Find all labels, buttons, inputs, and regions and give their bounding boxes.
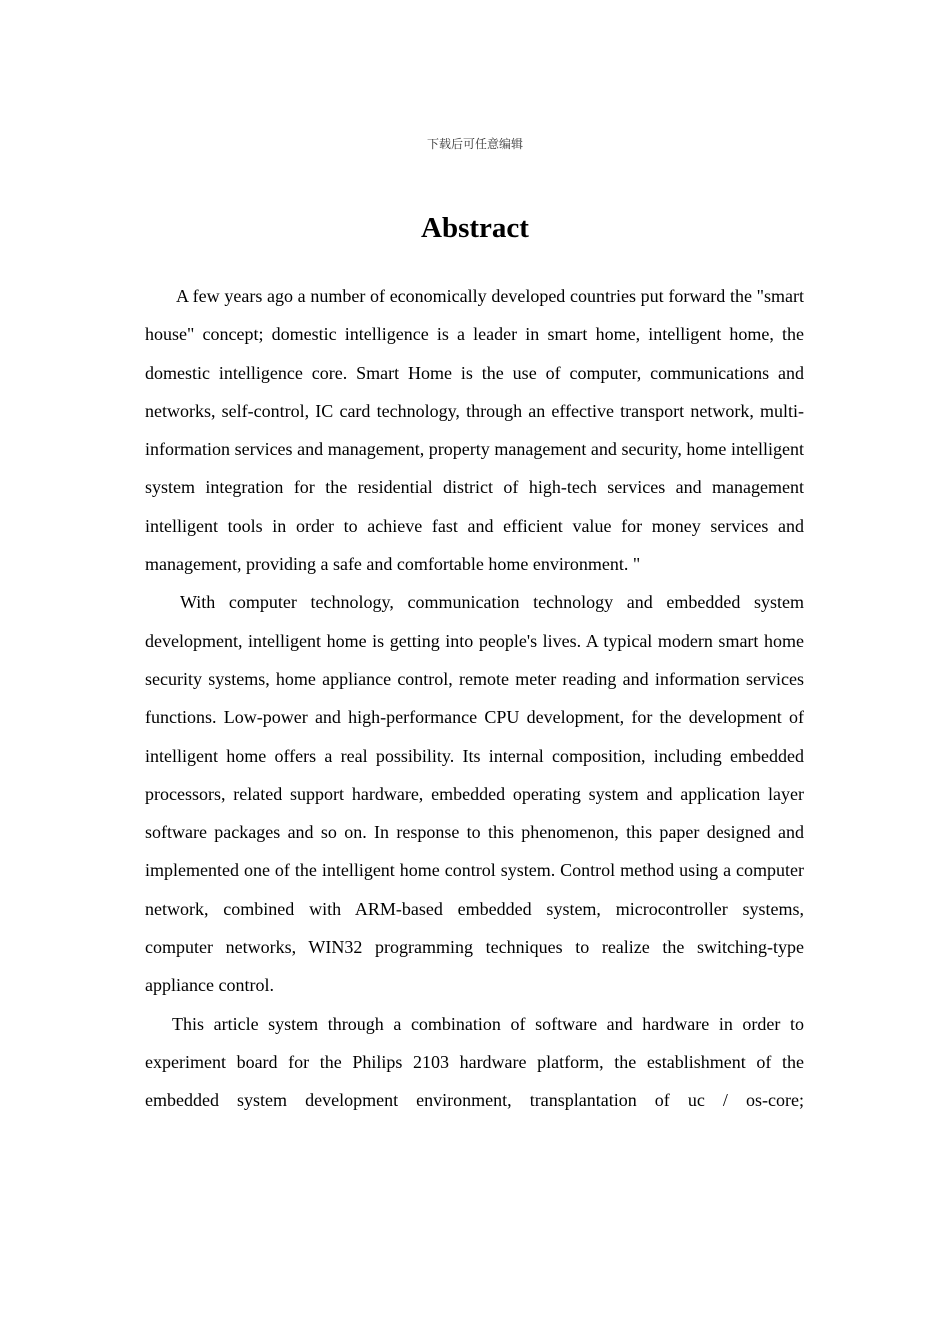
header-note: 下载后可任意编辑 — [426, 137, 523, 151]
abstract-body — [145, 277, 804, 1120]
abstract-paragraph-1: A few years ago a number of economically developed countries put forward the "smart house" concept; domestic intelligence is a leader in smart home, intelligent home, the domestic intelligence core. Smart Home is the use of computer, communications and networks, self-control, IC card technology, through an effective transport network, multi-information services and management, property management and security, home intelligent system integration for the residential district of high-tech services and management intelligent tools in order to achieve fast and efficient value for money services and management, providing a safe and comfortable home environment. " — [145, 286, 804, 575]
abstract-paragraph-2: With computer technology, communication technology and embedded system development, intelligent home is getting into people's lives. A typical modern smart home security systems, home appliance control, remote meter reading and information services functions. Low-power and high-performance CPU development, for the development of intelligent home offers a real possibility. Its internal composition, including embedded processors, related support hardware, embedded operating system and application layer software packages and so on. In response to this phenomenon, this paper designed and implemented one of the intelligent home control system. Control method using a computer network, combined with ARM-based embedded system, microcontroller systems, computer networks, WIN32 programming techniques to realize the switching-type appliance control. — [145, 592, 804, 996]
page-title: Abstract — [421, 212, 529, 244]
abstract-paragraph-3: This article system through a combination of software and hardware in order to experiment board for the Philips 2103 hardware platform, the establishment of the embedded system development environment, transplantation of uc / os-core; — [145, 1013, 804, 1111]
